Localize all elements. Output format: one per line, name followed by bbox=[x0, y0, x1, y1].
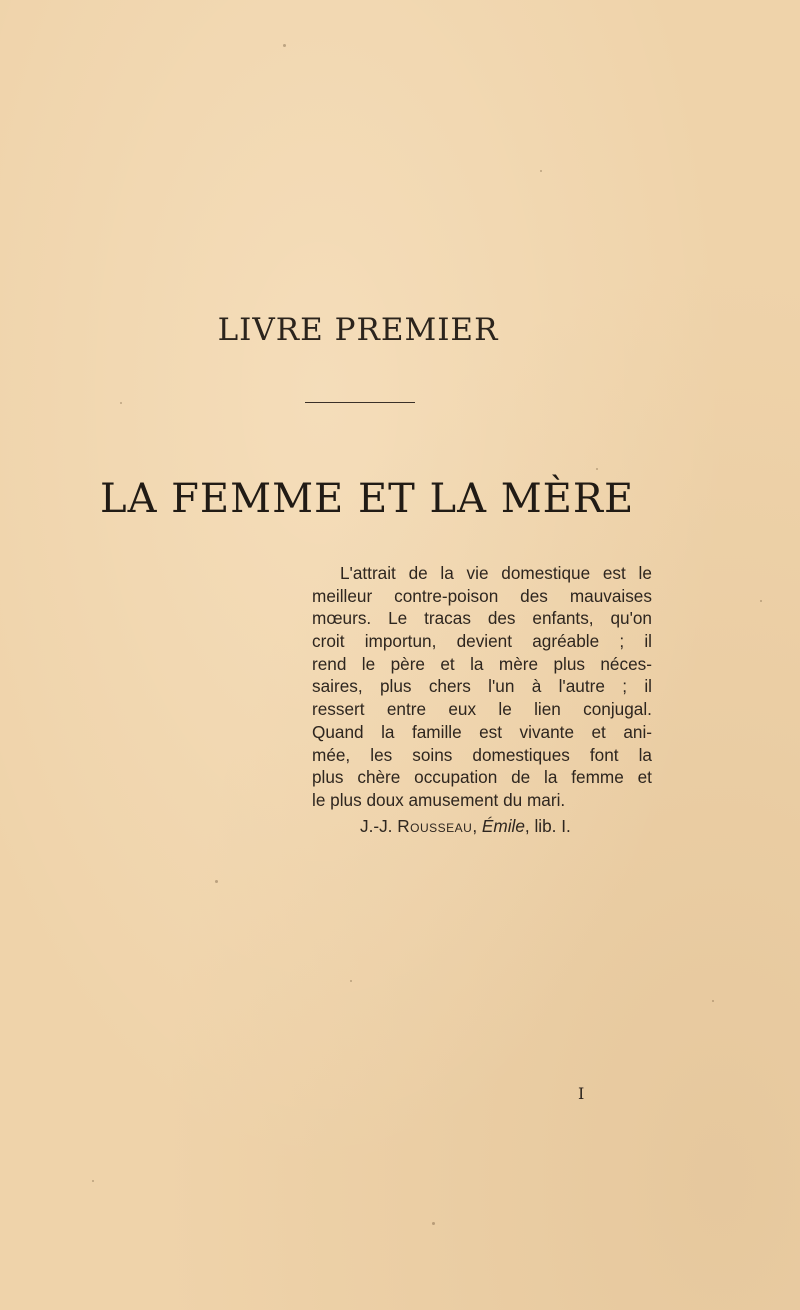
author-initials: J.-J. bbox=[360, 816, 393, 836]
title-divider bbox=[305, 402, 415, 403]
attribution-separator: , bbox=[472, 816, 478, 836]
epigraph-attribution bbox=[360, 816, 571, 837]
paper-speck bbox=[350, 980, 352, 982]
epigraph-line: Quand la famille est vivante et ani- bbox=[312, 721, 652, 742]
author-name: Rousseau bbox=[397, 816, 473, 836]
chapter-title: LA FEMME ET LA MÈRE bbox=[100, 476, 635, 522]
paper-speck bbox=[432, 1222, 435, 1225]
epigraph-line: ressert entre eux le lien conjugal. bbox=[312, 699, 652, 720]
epigraph-line: saires, plus chers l'un à l'autre ; il bbox=[312, 676, 652, 697]
paper-speck bbox=[760, 600, 762, 602]
paper-speck bbox=[283, 44, 286, 47]
page-number: I bbox=[578, 1084, 585, 1103]
paper-speck bbox=[712, 1000, 714, 1002]
paper-speck bbox=[120, 402, 122, 404]
epigraph-line: plus chère occupation de la femme et bbox=[312, 767, 652, 788]
work-reference: , lib. I. bbox=[524, 816, 571, 836]
epigraph-line: rend le père et la mère plus néces- bbox=[312, 653, 652, 674]
epigraph-line: meilleur contre-poison des mauvaises bbox=[312, 585, 652, 606]
epigraph-line: le plus doux amusement du mari. bbox=[312, 789, 566, 810]
epigraph-line: mée, les soins domestiques font la bbox=[312, 744, 652, 765]
epigraph-line: mœurs. Le tracas des enfants, qu'on bbox=[312, 608, 652, 629]
book-title: LIVRE PREMIER bbox=[217, 312, 499, 348]
paper-speck bbox=[540, 170, 542, 172]
paper-speck bbox=[596, 468, 598, 470]
paper-speck bbox=[92, 1180, 94, 1182]
epigraph bbox=[312, 562, 652, 812]
epigraph-line: croit importun, devient agréable ; il bbox=[312, 631, 652, 652]
work-title: Émile bbox=[481, 816, 525, 836]
paper-speck bbox=[215, 880, 218, 883]
epigraph-line: L'attrait de la vie domestique est le bbox=[340, 563, 652, 583]
